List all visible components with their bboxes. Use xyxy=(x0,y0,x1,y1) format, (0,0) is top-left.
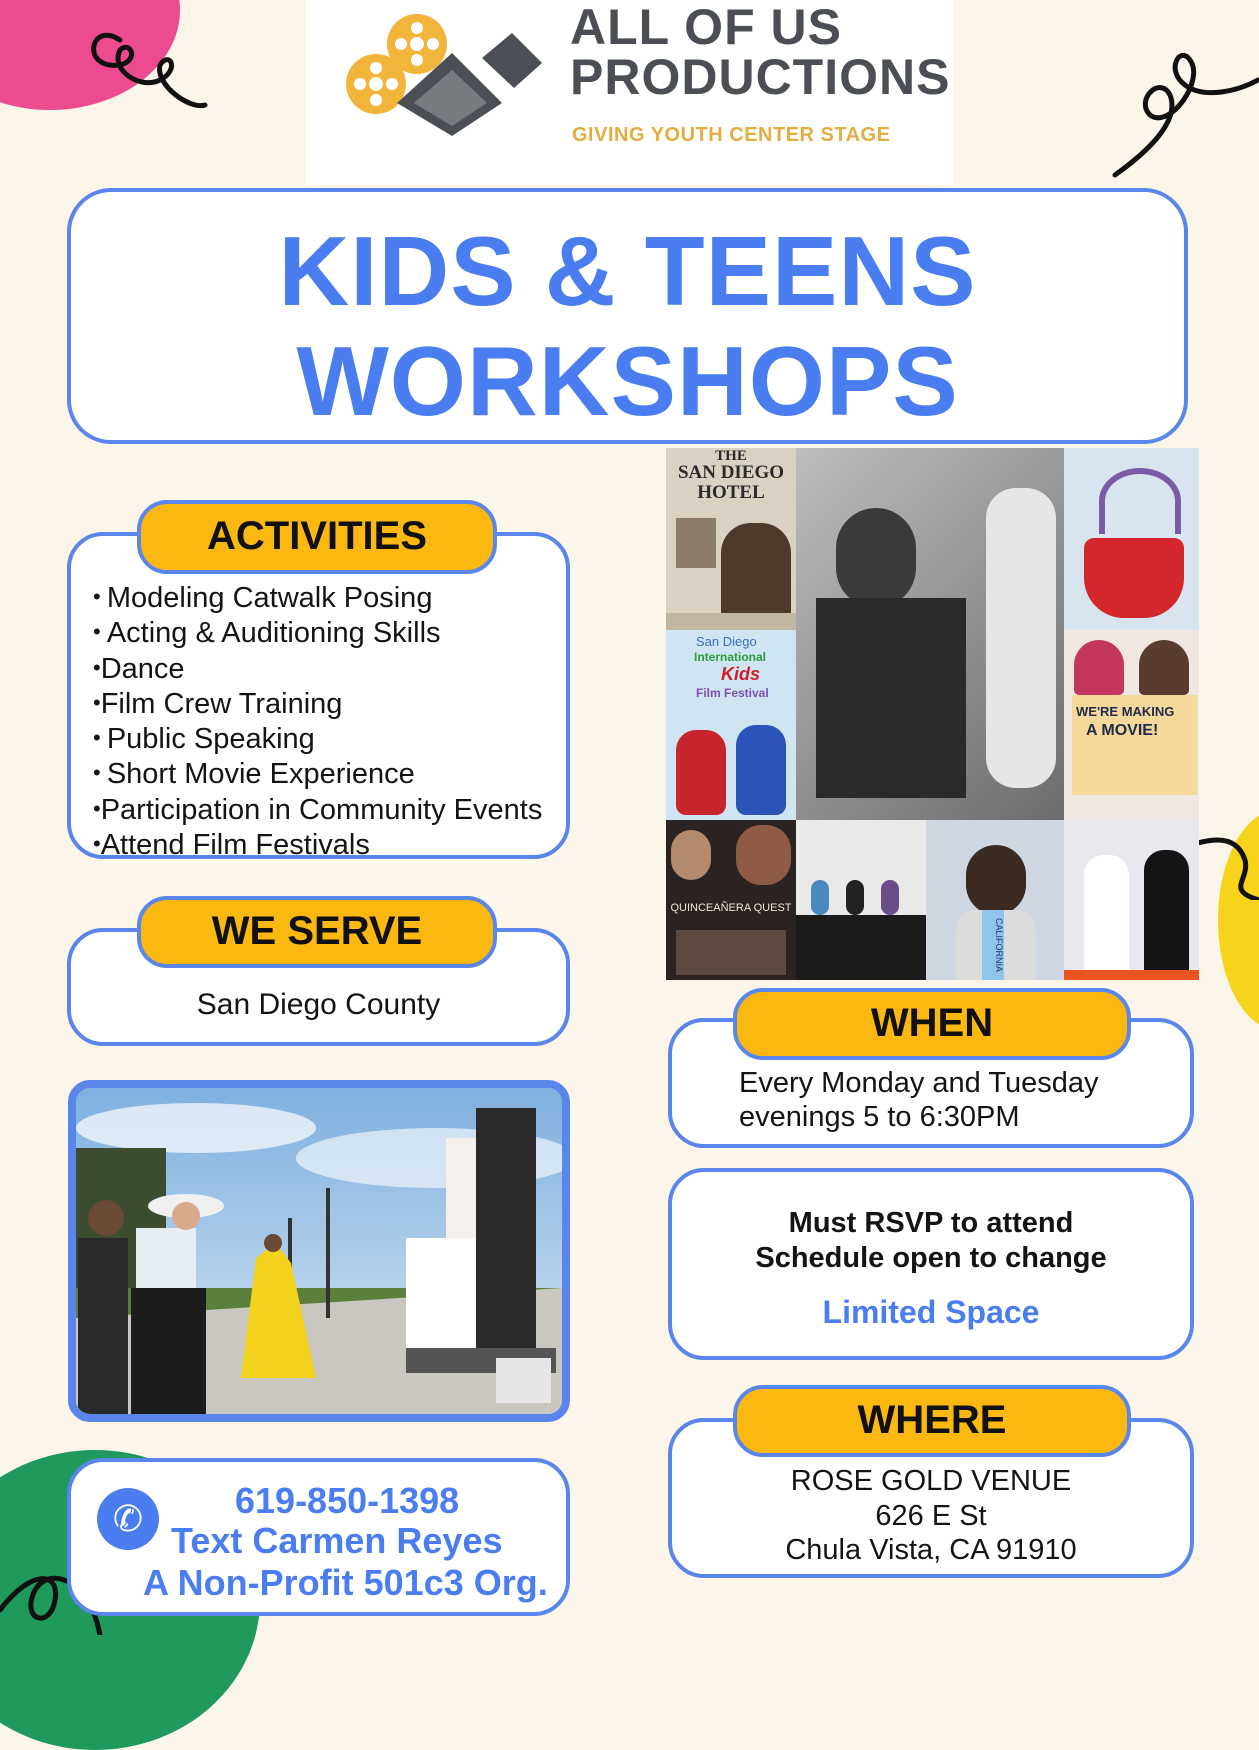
when-heading: WHEN xyxy=(733,988,1131,1060)
page-title-line2: WORKSHOPS xyxy=(296,326,959,436)
activities-list xyxy=(93,580,542,862)
quinceanera-quest-poster: QUINCEAÑERA QUEST xyxy=(666,820,796,980)
venue-name: ROSE GOLD VENUE xyxy=(790,1465,1072,1497)
rsvp-line: Must RSVP to attend xyxy=(788,1207,1074,1239)
decorative-squiggle xyxy=(1110,40,1259,180)
nonprofit-note: A Non-Profit 501c3 Org. xyxy=(143,1562,548,1603)
list-item: •Participation in Community Events xyxy=(93,793,543,826)
page-title-line1: KIDS & TEENS xyxy=(278,216,977,326)
title-banner xyxy=(67,188,1188,444)
activities-heading: ACTIVITIES xyxy=(137,500,497,574)
list-item: •Film Crew Training xyxy=(93,687,343,720)
panel-discussion-photo xyxy=(796,820,926,980)
list-item: •Dance xyxy=(93,652,185,685)
list-item: • Modeling Catwalk Posing xyxy=(93,582,433,614)
workshop-photo xyxy=(68,1080,570,1422)
activities-card xyxy=(67,532,570,862)
logo-name-line1: ALL OF US xyxy=(570,0,842,55)
we-serve-heading: WE SERVE xyxy=(137,896,497,968)
fashion-runway-photo xyxy=(1064,820,1199,980)
schedule-note: Schedule open to change xyxy=(755,1242,1107,1274)
making-a-movie-photo: WE'RE MAKING A MOVIE! xyxy=(1064,630,1199,820)
rsvp-card xyxy=(668,1168,1194,1360)
list-item: • Acting & Auditioning Skills xyxy=(93,617,441,650)
contact-name: Text Carmen Reyes xyxy=(171,1520,503,1561)
we-serve-text: San Diego County xyxy=(196,988,441,1021)
film-camera-icon xyxy=(342,8,552,138)
contact-card xyxy=(67,1458,570,1616)
when-details: Every Monday and Tuesday evenings 5 to 6:30PM xyxy=(739,1067,1099,1133)
photo-collage xyxy=(666,448,1199,980)
phone-icon: ✆ xyxy=(97,1488,159,1550)
logo-tagline: GIVING YOUTH CENTER STAGE xyxy=(572,124,891,146)
photo-illustration xyxy=(76,1088,562,1414)
venue-street: 626 E St xyxy=(875,1499,987,1532)
decorative-squiggle xyxy=(80,10,210,120)
camera-crew-photo xyxy=(796,448,1064,820)
dance-group-photo xyxy=(1064,448,1199,630)
venue-city: Chula Vista, CA 91910 xyxy=(785,1534,1077,1566)
movie-poster-san-diego-hotel: THE SAN DIEGO HOTEL xyxy=(666,448,796,630)
phone-number[interactable]: 619-850-1398 xyxy=(235,1480,460,1521)
where-heading: WHERE xyxy=(733,1385,1131,1457)
logo-name-line2: PRODUCTIONS xyxy=(570,49,951,105)
limited-space-note: Limited Space xyxy=(822,1294,1040,1330)
list-item: • Short Movie Experience xyxy=(93,758,415,791)
list-item: •Attend Film Festivals xyxy=(93,829,370,862)
list-item: • Public Speaking xyxy=(93,723,315,756)
logo xyxy=(306,0,954,185)
pageant-photo: CALIFORNIA xyxy=(926,820,1064,980)
kids-film-festival-photo: San Diego International Kids Film Festival xyxy=(666,630,796,820)
